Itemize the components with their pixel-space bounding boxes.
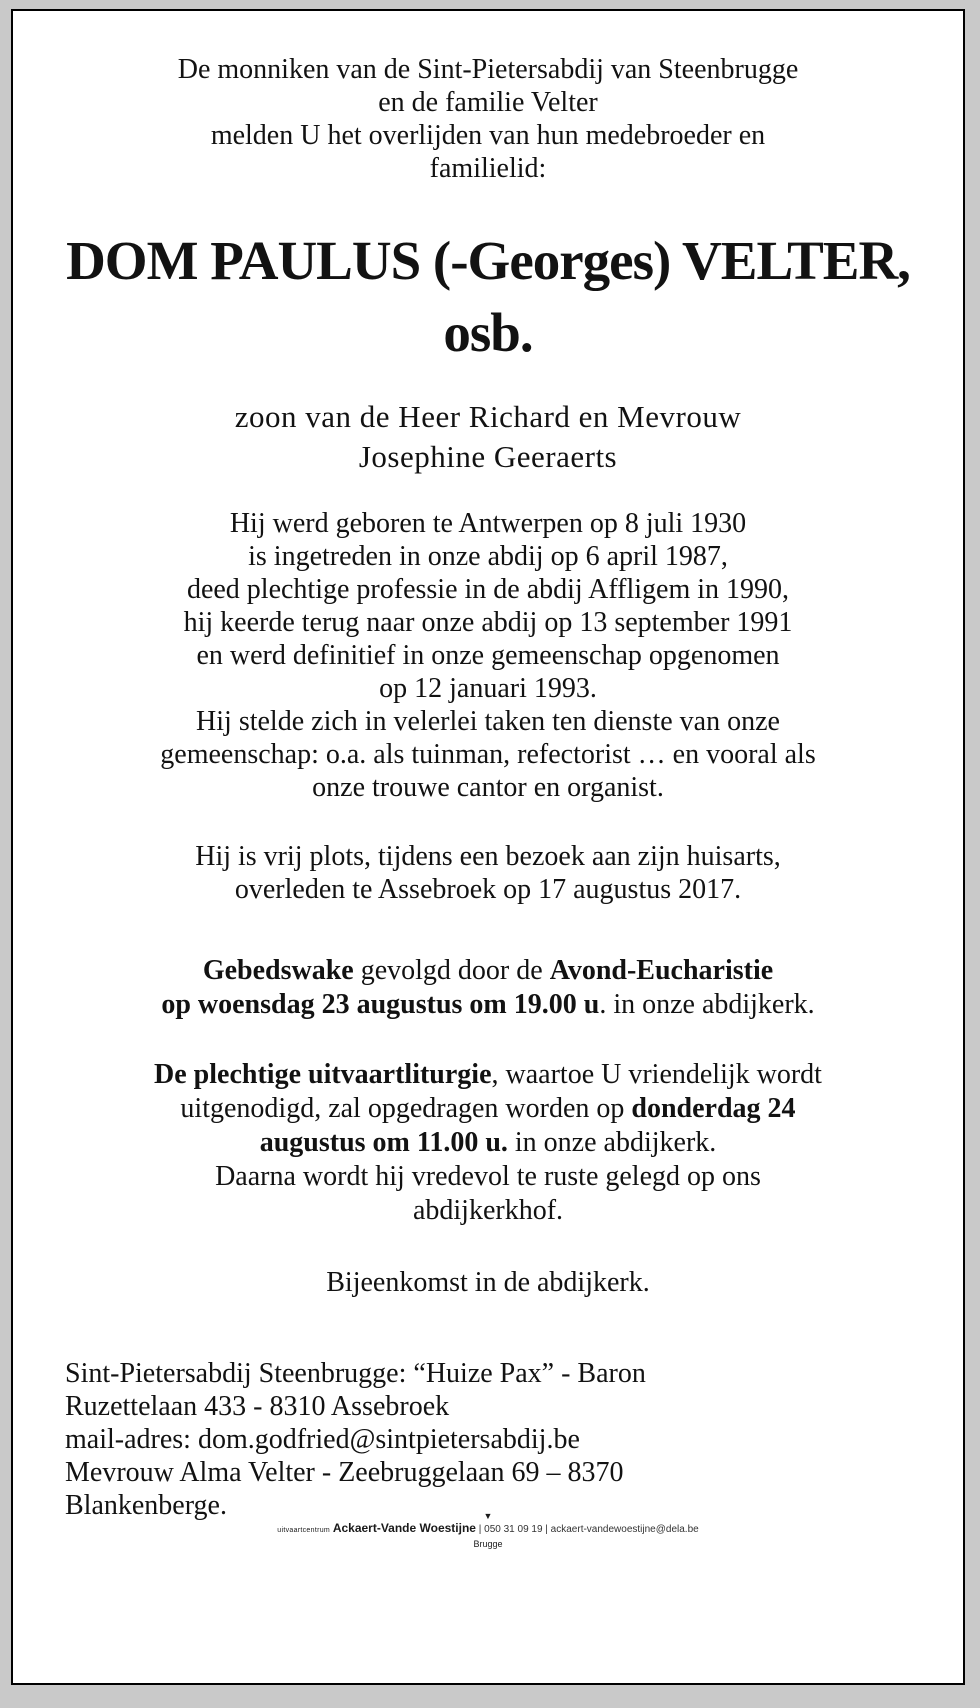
text-segment: uitgenodigd, zal opgedragen worden op: [180, 1093, 632, 1124]
deceased-lineage: [61, 397, 915, 477]
contact-line: Ruzettelaan 433 - 8310 Assebroek: [65, 1391, 450, 1422]
funeral-home-name: Ackaert-Vande Woestijne: [332, 1521, 476, 1535]
funeral-home-contact-details: | 050 31 09 19 | ackaert-vandewoestijne@dela.be: [478, 1524, 699, 1535]
death-line: Hij is vrij plots, tijdens een bezoek aan zijn huisarts,: [195, 841, 781, 872]
bio-line: Hij werd geboren te Antwerpen op 8 juli 1930: [229, 508, 747, 539]
funeral-paragraph: [61, 1058, 915, 1228]
funeral-home-city: Brugge: [473, 1539, 503, 1549]
wake-line: [61, 954, 915, 988]
funeral-home-prefix: uitvaartcentrum: [277, 1527, 331, 1534]
deceased-title-line: osb.: [443, 302, 533, 363]
bio-line: hij keerde terug naar onze abdij op 13 september 1991: [183, 607, 793, 638]
deceased-name-line: DOM PAULUS (-Georges) VELTER,: [66, 230, 910, 291]
biography-paragraph: [61, 507, 915, 804]
intro-line: en de familie Velter: [378, 87, 598, 118]
bio-line: en werd definitief in onze gemeenschap opgenomen: [196, 640, 780, 671]
lineage-line: zoon van de Heer Richard en Mevrouw: [234, 399, 742, 434]
death-line: overleden te Assebroek op 17 augustus 2017.: [234, 874, 742, 905]
contact-email: mail-adres: dom.godfried@sintpietersabdij.be: [65, 1424, 580, 1455]
funeral-home-logo-icon: ▼: [483, 1511, 493, 1521]
bio-line: onze trouwe cantor en organist.: [312, 772, 664, 803]
wake-line: [61, 988, 915, 1022]
funeral-line: [61, 1092, 915, 1126]
text-segment: . in onze abdijkerk.: [599, 989, 815, 1020]
text-segment-bold: op woensdag 23 augustus om 19.00 u: [161, 989, 600, 1020]
death-notice-paragraph: [61, 840, 915, 906]
funeral-home-footer: [13, 1511, 963, 1551]
intro-line: melden U het overlijden van hun medebroeder en: [210, 120, 766, 151]
bio-line: Hij stelde zich in velerlei taken ten dienste van onze: [196, 706, 780, 737]
funeral-line: Daarna wordt hij vredevol te ruste gelegd op ons: [215, 1161, 761, 1192]
funeral-line: abdijkerkhof.: [412, 1195, 564, 1226]
text-segment-bold: Gebedswake: [202, 955, 354, 986]
text-segment-bold: De plechtige uitvaartliturgie: [154, 1059, 492, 1090]
funeral-line: [61, 1058, 915, 1092]
deceased-name: [61, 225, 915, 369]
contact-line: Mevrouw Alma Velter - Zeebruggelaan 69 – 8370: [65, 1457, 624, 1488]
text-segment: gevolgd door de: [353, 955, 550, 986]
funeral-line: [61, 1126, 915, 1160]
lineage-line: Josephine Geeraerts: [358, 439, 618, 474]
gathering-paragraph: Bijeenkomst in de abdijkerk.: [326, 1267, 650, 1298]
bio-line: op 12 januari 1993.: [379, 673, 597, 704]
bio-line: gemeenschap: o.a. als tuinman, refectorist … en vooral als: [160, 739, 816, 770]
intro-line: De monniken van de Sint-Pietersabdij van Steenbrugge: [177, 54, 799, 85]
funeral-home-info: [13, 1521, 963, 1538]
text-segment-bold: donderdag 24: [631, 1093, 796, 1124]
intro-line: familielid:: [429, 153, 547, 184]
contact-line: Sint-Pietersabdij Steenbrugge: “Huize Pax” - Baron: [65, 1358, 646, 1389]
text-segment-bold: augustus om 11.00 u.: [259, 1127, 508, 1158]
bio-line: is ingetreden in onze abdij op 6 april 1987,: [248, 541, 728, 572]
text-segment: in onze abdijkerk.: [507, 1127, 717, 1158]
contact-info: [61, 1357, 915, 1522]
obituary-card: [11, 9, 965, 1685]
announcement-intro: [61, 53, 915, 185]
wake-paragraph: [61, 954, 915, 1022]
text-segment: , waartoe U vriendelijk wordt: [491, 1059, 822, 1090]
bio-line: deed plechtige professie in de abdij Affligem in 1990,: [186, 574, 790, 605]
contact-line: Blankenberge.: [65, 1490, 227, 1521]
text-segment-bold: Avond-Eucharistie: [549, 955, 774, 986]
